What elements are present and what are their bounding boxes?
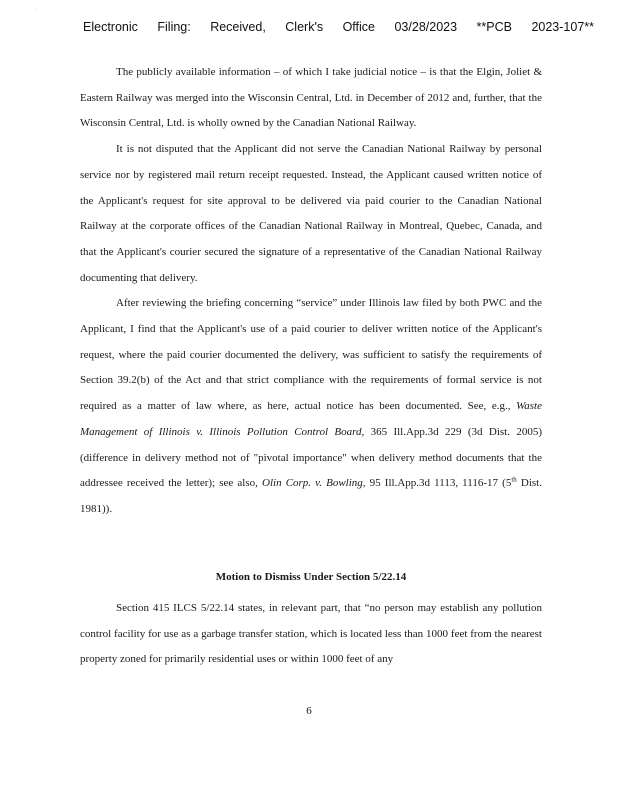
paragraph-finding-text: Dist. 1981)). [80,477,542,515]
header-word: Office [342,20,375,34]
paragraph-section-22-14: Section 415 ILCS 5/22.14 states, in relevant part, that “no person may establish any pollution control facility for use as a garbage transfer station, which is located less than 1000 feet from the nearest property zoned for primarily residential uses or within 1000 feet of any [80,602,542,666]
case-citation-olin: Olin Corp. v. Bowling, [262,477,366,490]
header-case-number: 2023-107** [531,20,595,34]
scan-artifact-mark: · [34,6,37,14]
header-case-prefix: **PCB [476,20,512,34]
ordinal-superscript: th [511,475,517,484]
efiling-stamp-header [83,20,608,34]
paragraph-judicial-notice: The publicly available information – of which I take judicial notice – is that the Elgin, Joliet & Eastern Railway was merged into the Wisconsin Central, Ltd. in December of 2012 and, further, that the Wisconsin Central, Ltd. is wholly owned by the Canadian National Railway. [80,66,542,130]
document-body [80,60,542,523]
header-word: Electronic [83,20,138,34]
paragraph-service: It is not disputed that the Applicant did not serve the Canadian National Railway by personal service nor by registered mail return receipt requested. Instead, the Applicant caused written notice of the Applicant's request for site approval to be delivered via paid courier to the Canadian National Railway at the corporate offices of the Canadian National Railway in Montreal, Quebec, Canada, and that the Applicant's courier secured the signature of a representative of the Canadian National Railway documenting that delivery. [80,143,542,284]
paragraph-finding-text: 95 Ill.App.3d 1113, 1116-17 (5 [365,477,512,490]
page-number: 6 [306,705,312,717]
case-citation-waste-management: Waste Management of Illinois v. Illinois Pollution Control Board, [80,400,542,438]
header-word: Filing: [157,20,191,34]
paragraph-finding [80,291,542,522]
header-word: Received, [210,20,266,34]
section-heading: Motion to Dismiss Under Section 5/22.14 [215,571,407,583]
paragraph-finding-text: 365 Ill.App.3d 229 (3d Dist. 2005) (difference in delivery method not of "pivotal importance" when delivery method documents that the addressee received the letter); see also, [80,425,542,490]
header-date: 03/28/2023 [394,20,458,34]
paragraph-finding-text: After reviewing the briefing concerning “service” under Illinois law filed by both PWC and the Applicant, I find that the Applicant's use of a paid courier to deliver written notice of the Applicant's request, where the paid courier documented the delivery, was sufficient to satisfy the requirements of Section 39.2(b) of the Act and that strict compliance with the requirements of formal service is not required as a matter of law where, as here, actual notice has been documented. See, e.g., [80,297,542,413]
header-word: Clerk's [285,20,324,34]
document-body-continued [80,596,542,673]
